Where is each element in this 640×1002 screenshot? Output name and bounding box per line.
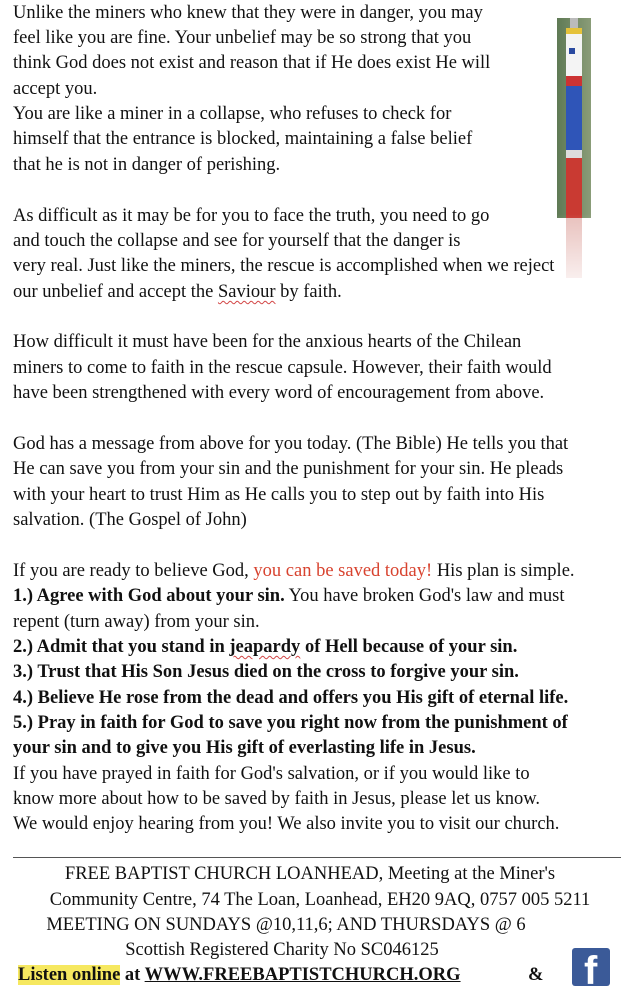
charity-number: Scottish Registered Charity No SC046125 — [125, 940, 439, 960]
text-line: You are like a miner in a collapse, who refuses to check for — [13, 104, 452, 124]
text-line: very real. Just like the miners, the rescue is accomplished when we reject — [13, 256, 555, 276]
text-span: of Hell because of your sin. — [300, 637, 518, 657]
text-line: He can save you from your sin and the punishment for your sin. He pleads — [13, 459, 564, 479]
text-line: that he is not in danger of perishing. — [13, 155, 281, 175]
text-line: himself that the entrance is blocked, maintaining a false belief — [13, 129, 473, 149]
website-link[interactable]: WWW.FREEBAPTISTCHURCH.ORG — [144, 965, 461, 985]
text-line: Unlike the miners who knew that they were in danger, you may — [13, 3, 483, 23]
text-line: If you have prayed in faith for God's salvation, or if you would like to — [13, 764, 530, 784]
facebook-letter: f — [584, 949, 598, 986]
step-3: 3.) Trust that His Son Jesus died on the cross to forgive your sin. — [13, 662, 519, 682]
text-line: miners to come to faith in the rescue capsule. However, their faith would — [13, 358, 552, 378]
divider — [13, 857, 621, 858]
misspelled-word: Saviour — [217, 282, 276, 302]
text-line: think God does not exist and reason that if He does exist He will — [13, 53, 491, 73]
step-1-heading: 1.) Agree with God about your sin. — [13, 586, 285, 606]
step-1 — [13, 584, 565, 609]
text-span: at — [120, 965, 145, 985]
highlight-red-text: you can be saved today! — [253, 561, 433, 581]
text-span: by faith. — [275, 282, 342, 302]
ampersand: & — [528, 965, 544, 985]
text-span: His plan is simple. — [432, 561, 575, 581]
text-line — [13, 280, 342, 305]
meeting-times: MEETING ON SUNDAYS @10,11,6; AND THURSDAYS @ 6 — [46, 915, 526, 935]
rescue-capsule-image — [557, 18, 591, 300]
facebook-icon[interactable] — [572, 948, 610, 986]
text-line: God has a message from above for you today. (The Bible) He tells you that — [13, 434, 569, 454]
text-line: feel like you are fine. Your unbelief may be so strong that you — [13, 28, 472, 48]
step-5-continued: your sin and to give you His gift of everlasting life in Jesus. — [13, 738, 476, 758]
step-2 — [13, 635, 517, 660]
church-address: Community Centre, 74 The Loan, Loanhead, EH20 9AQ, 0757 005 5211 — [49, 890, 591, 910]
text-span: our unbelief and accept the — [13, 282, 218, 302]
step-5: 5.) Pray in faith for God to save you right now from the punishment of — [13, 713, 568, 733]
text-line: repent (turn away) from your sin. — [13, 612, 260, 632]
text-line: How difficult it must have been for the anxious hearts of the Chilean — [13, 332, 522, 352]
text-line: with your heart to trust Him as He calls you to step out by faith into His — [13, 485, 545, 505]
church-name: FREE BAPTIST CHURCH LOANHEAD, Meeting at the Miner's — [64, 864, 556, 884]
step-4: 4.) Believe He rose from the dead and offers you His gift of eternal life. — [13, 688, 569, 708]
listen-online-line — [18, 963, 461, 988]
text-line: and touch the collapse and see for yourself that the danger is — [13, 231, 461, 251]
listen-online-label: Listen online — [18, 965, 121, 985]
text-line: accept you. — [13, 79, 98, 99]
text-line: As difficult as it may be for you to face the truth, you need to go — [13, 206, 490, 226]
step-1-text: You have broken God's law and must — [284, 586, 565, 606]
text-line — [13, 559, 575, 584]
text-line: know more about how to be saved by faith in Jesus, please let us know. — [13, 789, 540, 809]
text-line: salvation. (The Gospel of John) — [13, 510, 247, 530]
text-line: have been strengthened with every word of encouragement from above. — [13, 383, 545, 403]
text-line: We would enjoy hearing from you! We also invite you to visit our church. — [13, 814, 560, 834]
text-span: If you are ready to believe God, — [13, 561, 254, 581]
text-span: 2.) Admit that you stand in — [13, 637, 230, 657]
misspelled-word: jeapardy — [229, 637, 301, 657]
